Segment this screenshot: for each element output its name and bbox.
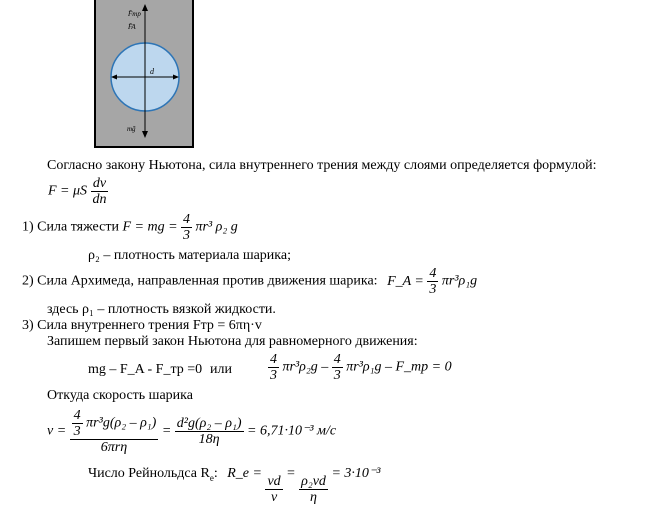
- fraction-numerator: 4: [333, 352, 341, 367]
- vd-nu-fraction: [265, 474, 282, 505]
- item-gravity-label: 1) Сила тяжести: [22, 219, 119, 235]
- velocity-top-expression: πr³g(ρ₂ – ρ₁): [86, 415, 157, 431]
- velocity-formula: [47, 408, 336, 455]
- four-thirds-fraction: [181, 212, 192, 243]
- fraction-numerator: 4: [429, 266, 437, 281]
- reynolds-label: Число Рейнольдса R: [88, 466, 210, 481]
- item-archimedes-label: 2) Сила Архимеда, направленная против движения шарика:: [22, 273, 378, 289]
- equilibrium-right-part1: πr³ρ₂g –: [282, 359, 329, 375]
- vessel-figure: [92, 0, 196, 150]
- fraction-numerator: vd: [267, 474, 281, 489]
- fraction-denominator: 3: [333, 368, 341, 383]
- velocity-fraction-top: [70, 408, 159, 440]
- reynolds-line: Число Рейнольдса $R_e$: R_e = $\frac{vd}{\nu}$ = $\frac{\text{ρ₂vd}}{\eta}$ = 3·10⁻³: [88, 466, 381, 505]
- fraction-denominator: 3: [429, 282, 437, 297]
- velocity-result: = 6,71·10⁻³ м/с: [247, 423, 337, 439]
- reynolds-lhs: R_e =: [227, 466, 262, 481]
- fraction-denominator: 3: [270, 368, 277, 383]
- speed-intro: Откуда скорость шарика: [47, 388, 193, 403]
- velocity-big-fraction: [70, 408, 159, 455]
- archimedes-rhs: πr³ρ₁g: [441, 273, 478, 289]
- reynolds-equals: =: [286, 466, 296, 481]
- velocity-second-fraction: [175, 416, 244, 447]
- rho2-description: ρ₂ – плотность материала шарика;: [88, 248, 291, 263]
- fraction-numerator: ρ₂vd: [301, 474, 326, 489]
- friction-formula-lhs: F = μS: [48, 183, 88, 199]
- item-archimedes: [22, 266, 477, 297]
- reynolds-sub: e: [209, 472, 214, 483]
- four-thirds-fraction: [427, 266, 438, 297]
- reynolds-result: = 3·10⁻³: [331, 466, 381, 481]
- fraction-denominator: 18η: [198, 432, 220, 447]
- archimedes-lhs: F_A =: [387, 273, 424, 289]
- velocity-lhs: v =: [47, 423, 67, 439]
- rho-vd-eta-fraction: [299, 474, 328, 505]
- item-friction: 3) Сила внутреннего трения Fтр = 6πη·v: [22, 318, 262, 333]
- velocity-equals: =: [161, 423, 172, 439]
- fraction-denominator: ν: [270, 490, 278, 505]
- fraction-numerator: dv: [92, 176, 107, 191]
- velocity-fraction-bottom: 6πrη: [100, 440, 128, 455]
- label-diameter: d: [150, 67, 154, 76]
- equilibrium-left: mg – F_A - F_тр =0: [88, 362, 203, 377]
- item-gravity: [22, 212, 238, 243]
- fraction-numerator: 4: [73, 408, 81, 423]
- gravity-rhs: πr³ ρ₂ g: [195, 219, 238, 235]
- intro-text: Согласно закону Ньютона, сила внутреннего трения между слоями определяется формулой:: [47, 158, 597, 173]
- vessel-svg: [92, 0, 196, 150]
- fraction-denominator: dn: [92, 192, 107, 207]
- fraction-numerator: 4: [270, 352, 277, 367]
- fraction-numerator: d²g(ρ₂ – ρ₁): [176, 416, 242, 431]
- newton-intro: Запишем первый закон Ньютона для равномерного движения:: [47, 334, 418, 349]
- label-friction: F̄тр: [128, 10, 141, 18]
- fraction-denominator: 3: [73, 424, 81, 439]
- fraction-denominator: η: [310, 490, 317, 505]
- equilibrium-or: или: [210, 362, 232, 377]
- dv-dn-fraction: [91, 176, 109, 207]
- fraction-denominator: 3: [183, 228, 191, 243]
- four-thirds-fraction: [268, 352, 279, 383]
- friction-formula: [48, 176, 109, 207]
- rho1-description: здесь ρ₁ – плотность вязкой жидкости.: [47, 302, 276, 317]
- label-archimedes: F̄A: [128, 23, 136, 31]
- gravity-lhs: F = mg =: [122, 219, 178, 235]
- fraction-numerator: 4: [183, 212, 191, 227]
- label-gravity: mḡ: [127, 125, 136, 133]
- equilibrium-right: [268, 352, 452, 383]
- four-thirds-fraction: [72, 408, 83, 439]
- equilibrium-right-part2: πr³ρ₁g – F_тр = 0: [346, 359, 452, 375]
- four-thirds-fraction: [332, 352, 343, 383]
